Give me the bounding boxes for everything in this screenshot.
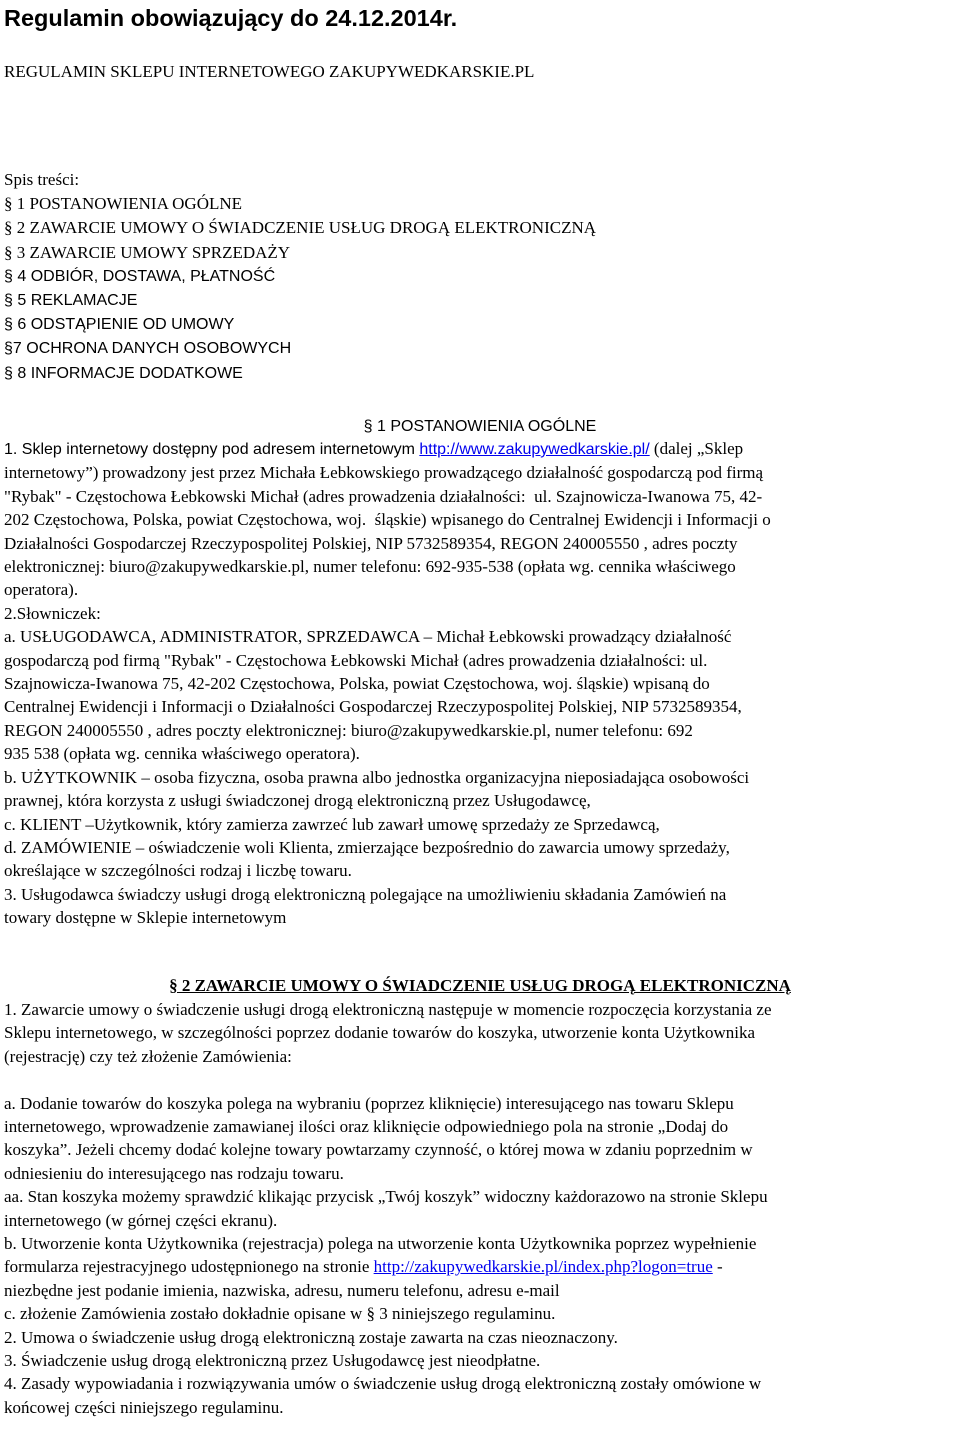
paragraph-line: c. KLIENT –Użytkownik, który zamierza zawrzeć lub zawarł umowę sprzedaży ze Sprzedawcą, <box>4 814 660 834</box>
paragraph-line: towary dostępne w Sklepie internetowym <box>4 908 287 928</box>
paragraph-line: c. złożenie Zamówienia zostało dokładnie opisane w § 3 niniejszego regulaminu. <box>4 1304 556 1324</box>
paragraph-line: 1. Sklep internetowy dostępny pod adresem internetowym http://www.zakupywedkarskie.pl/ (dalej „Sklep <box>4 439 744 458</box>
paragraph-line: b. Utworzenie konta Użytkownika (rejestracja) polega na utworzenie konta Użytkownika poprzez wypełnienie <box>4 1234 757 1254</box>
toc-item: § 1 POSTANOWIENIA OGÓLNE <box>4 194 243 214</box>
toc-item: §7 OCHRONA DANYCH OSOBOWYCH <box>4 340 292 358</box>
section-1-heading: § 1 POSTANOWIENIA OGÓLNE <box>363 418 597 435</box>
spacer <box>4 1068 956 1091</box>
toc-item: § 6 ODSTĄPIENIE OD UMOWY <box>4 316 235 334</box>
shop-url-link[interactable]: http://www.zakupywedkarskie.pl/ <box>419 441 650 458</box>
paragraph-line: Szajnowicza-Iwanowa 75, 42-202 Częstochowa, Polska, powiat Częstochowa, woj. śląskie) wpisaną do <box>4 674 710 694</box>
paragraph-line: 1. Zawarcie umowy o świadczenie usługi drogą elektroniczną następuje w momencie rozpoczęcia korzystania ze <box>4 1000 772 1019</box>
section-2-body <box>4 998 956 1419</box>
paragraph-line: operatora). <box>4 580 79 600</box>
section-2-heading: § 2 ZAWARCIE UMOWY O ŚWIADCZENIE USŁUG DROGĄ ELEKTRONICZNĄ <box>169 976 791 995</box>
paragraph-line: Działalności Gospodarczej Rzeczypospolitej Polskiej, NIP 5732589354, REGON 240005550 , adres poczty <box>4 533 738 553</box>
paragraph-line: 4. Zasady wypowiadania i rozwiązywania umów o świadczenie usług drogą elektroniczną zostały omówione w <box>4 1374 762 1394</box>
paragraph-line: 935 538 (opłata wg. cennika właściwego operatora). <box>4 744 360 764</box>
paragraph-line: d. ZAMÓWIENIE – oświadczenie woli Klienta, zmierzające bezpośrednio do zawarcia umowy sprzedaży, <box>4 837 730 857</box>
paragraph-line: prawnej, która korzysta z usługi świadczonej drogą elektroniczną przez Usługodawcę, <box>4 791 591 811</box>
paragraph-line: koszyka”. Jeżeli chcemy dodać kolejne towary powtarzamy czynność, o której mowa w zdaniu poprzednim w <box>4 1140 753 1160</box>
document-title: Regulamin obowiązujący do 24.12.2014r. <box>4 5 458 31</box>
paragraph-line: a. Dodanie towarów do koszyka polega na wybraniu (poprzez kliknięcie) interesującego nas towaru Sklepu <box>4 1093 734 1113</box>
paragraph-line: określające w szczególności rodzaj i liczbę towaru. <box>4 861 352 881</box>
paragraph-line: internetowy”) prowadzony jest przez Michała Łebkowskiego prowadzącego działalność gospodarczą pod firmą <box>4 463 764 483</box>
paragraph-line: 2. Umowa o świadczenie usług drogą elektroniczną zostaje zawarta na czas nieoznaczony. <box>4 1327 618 1347</box>
paragraph-line: internetowego (w górnej części ekranu). <box>4 1210 278 1230</box>
toc-item: § 8 INFORMACJE DODATKOWE <box>4 364 243 382</box>
paragraph-line: 2.Słowniczek: <box>4 603 101 623</box>
toc-item: § 3 ZAWARCIE UMOWY SPRZEDAŻY <box>4 242 291 262</box>
paragraph-line: odniesieniu do interesującego nas rodzaju towaru. <box>4 1163 344 1183</box>
toc-item: § 5 REKLAMACJE <box>4 292 138 310</box>
paragraph-line: niezbędne jest podanie imienia, nazwiska, adresu, numeru telefonu, adresu e-mail <box>4 1280 560 1300</box>
paragraph-line: REGON 240005550 , adres poczty elektronicznej: biuro@zakupywedkarskie.pl, numer telefonu: 692 <box>4 720 693 740</box>
paragraph-line: a. USŁUGODAWCA, ADMINISTRATOR, SPRZEDAWCA – Michał Łebkowski prowadzący działalność <box>4 627 732 647</box>
toc-item: § 2 ZAWARCIE UMOWY O ŚWIADCZENIE USŁUG DROGĄ ELEKTRONICZNĄ <box>4 218 597 238</box>
paragraph-line: (rejestrację) czy też złożenie Zamówienia: <box>4 1046 292 1066</box>
document-subtitle: REGULAMIN SKLEPU INTERNETOWEGO ZAKUPYWEDKARSKIE.PL <box>4 62 535 81</box>
paragraph-line: aa. Stan koszyka możemy sprawdzić klikając przycisk „Twój koszyk” widoczny każdorazowo na stronie Sklepu <box>4 1187 768 1207</box>
paragraph-line: 202 Częstochowa, Polska, powiat Częstochowa, woj. śląskie) wpisanego do Centralnej Ewidencji i Informacji o <box>4 510 771 530</box>
paragraph-line: b. UŻYTKOWNIK – osoba fizyczna, osoba prawna albo jednostka organizacyjna nieposiadająca osobowości <box>4 767 750 787</box>
table-of-contents <box>4 168 596 386</box>
toc-item: § 4 ODBIÓR, DOSTAWA, PŁATNOŚĆ <box>4 267 276 285</box>
paragraph-line: 3. Usługodawca świadczy usługi drogą elektroniczną polegające na umożliwieniu składania Zamówień na <box>4 884 727 904</box>
paragraph-line: elektronicznej: biuro@zakupywedkarskie.pl, numer telefonu: 692-935-538 (opłata wg. cennika właściwego <box>4 557 736 577</box>
paragraph-line: gospodarczą pod firmą "Rybak" - Częstochowa Łebkowski Michał (adres prowadzenia działalności: ul. <box>4 650 708 670</box>
toc-label: Spis treści: <box>4 170 80 189</box>
section-1-body <box>4 437 956 930</box>
paragraph-line: formularza rejestracyjnego udostępnionego na stronie http://zakupywedkarskie.pl/index.php?logon=true - <box>4 1257 723 1277</box>
paragraph-line: 3. Świadczenie usług drogą elektroniczną przez Usługodawcę jest nieodpłatne. <box>4 1351 541 1371</box>
paragraph-line: Centralnej Ewidencji i Informacji o Działalności Gospodarczej Rzeczypospolitej Polskiej, NIP 5732589354, <box>4 697 742 717</box>
paragraph-line: "Rybak" - Częstochowa Łebkowski Michał (adres prowadzenia działalności: ul. Szajnowicza-Iwanowa 75, 42- <box>4 486 763 506</box>
registration-link[interactable]: http://zakupywedkarskie.pl/index.php?logon=true <box>373 1257 713 1277</box>
paragraph-line: Sklepu internetowego, w szczególności poprzez dodanie towarów do koszyka, utworzenie konta Użytkownika <box>4 1023 756 1043</box>
paragraph-line: internetowego, wprowadzenie zamawianej ilości oraz kliknięcie odpowiedniego pola na stronie „Dodaj do <box>4 1117 729 1137</box>
paragraph-line: końcowej części niniejszego regulaminu. <box>4 1397 284 1417</box>
